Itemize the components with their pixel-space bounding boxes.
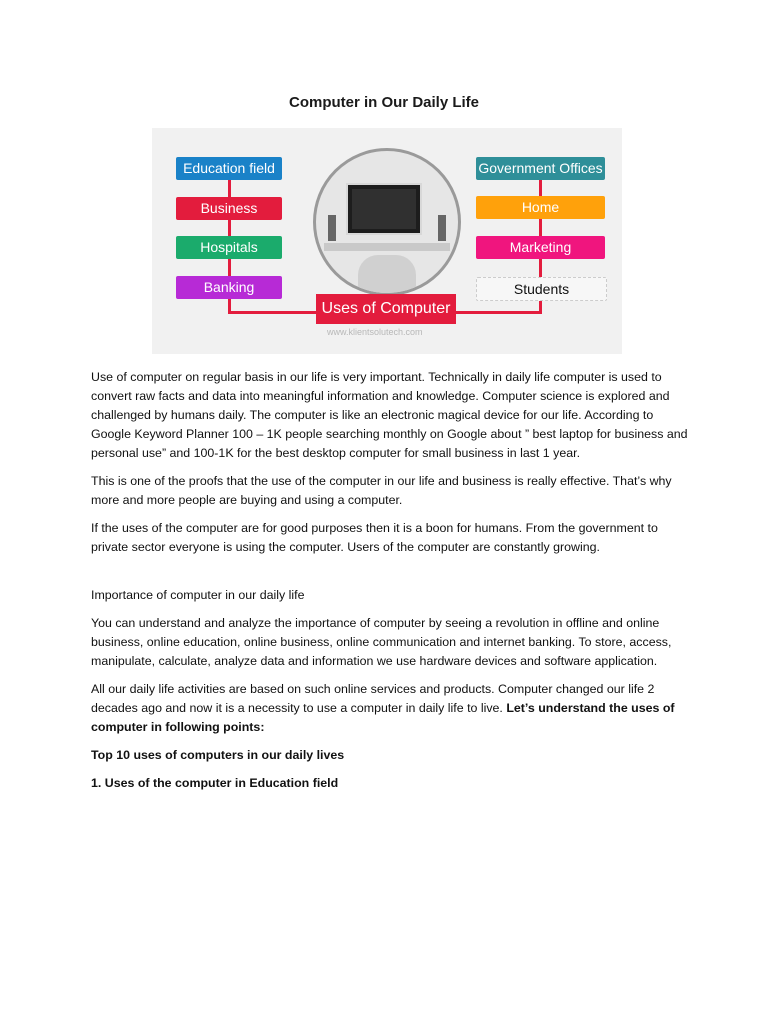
education-field-box: Education field — [176, 157, 282, 180]
chair-icon — [358, 255, 416, 295]
subsection-heading: 1. Uses of the computer in Education field — [91, 776, 339, 790]
connector-left-horizontal — [228, 311, 318, 314]
paragraph: This is one of the proofs that the use of the computer in our life and business is really effective. That’s why more and more people are buying and using a computer. — [91, 474, 672, 507]
left-speaker-icon — [328, 215, 336, 241]
home-box: Home — [476, 196, 605, 219]
paragraph: You can understand and analyze the importance of computer by seeing a revolution in offline and online business, online education, online business, online communication and internet banking. To store, access, manipulate, calculate, analyze data and information we use hardware devices and software application. — [91, 616, 672, 668]
section-heading: Importance of computer in our daily life — [91, 588, 305, 602]
article-body — [91, 368, 691, 802]
right-speaker-icon — [438, 215, 446, 241]
page-title: Computer in Our Daily Life — [288, 94, 480, 111]
business-box: Business — [176, 197, 282, 220]
computer-desk-photo — [313, 148, 461, 296]
paragraph: If the uses of the computer are for good purposes then it is a boon for humans. From the government to private sector everyone is using the computer. Users of the computer are constantly growing. — [91, 521, 658, 554]
monitor-icon — [346, 183, 422, 235]
connector-right-horizontal — [454, 311, 542, 314]
hospitals-box: Hospitals — [176, 236, 282, 259]
banking-box: Banking — [176, 276, 282, 299]
government-offices-box: Government Offices — [476, 157, 605, 180]
uses-of-computer-label: Uses of Computer — [316, 294, 456, 324]
students-box: Students — [476, 277, 607, 301]
desk-icon — [324, 243, 450, 251]
bold-sentence: Let’s understand the uses of computer in following points: — [91, 701, 675, 734]
uses-of-computer-infographic — [152, 128, 622, 354]
paragraph: All our daily life activities are based on such online services and products. Computer changed our life 2 decades ago and now it is a necessity to use a computer in daily life to live. Let’s understand the uses of computer in following points: — [91, 682, 675, 734]
marketing-box: Marketing — [476, 236, 605, 259]
list-heading: Top 10 uses of computers in our daily lives — [91, 748, 345, 762]
paragraph: Use of computer on regular basis in our life is very important. Technically in daily life computer is used to convert raw facts and data into meaningful information and knowledge. Computer science is explored and challenged by humans daily. The computer is like an electronic magical device for our life. According to Google Keyword Planner 100 – 1K people searching monthly on Google about ” best laptop for business and personal use” and 100-1K for the best desktop computer for small business in last 1 year. — [91, 370, 688, 460]
watermark: www.klientsolutech.com — [327, 327, 423, 337]
